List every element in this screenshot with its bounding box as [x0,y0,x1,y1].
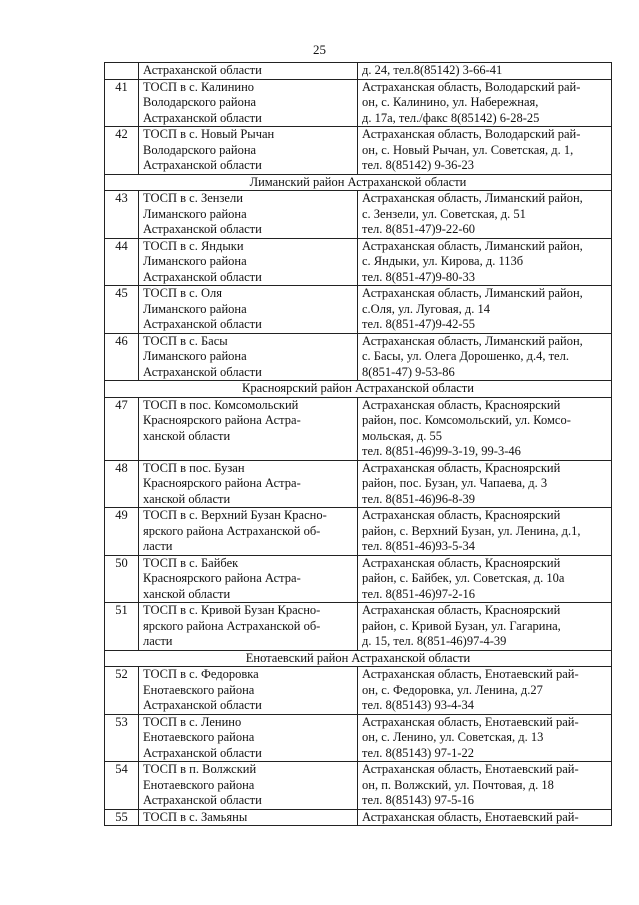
organization-name: ТОСП в с. Оля Лиманского района Астраханской области [139,286,358,334]
organization-address: Астраханская область, Енотаевский рай- [358,809,612,826]
table-row [105,286,612,334]
row-number: 44 [105,238,139,286]
organization-name: ТОСП в с. Зензели Лиманского района Астраханской области [139,191,358,239]
organization-name: ТОСП в с. Калинино Володарского района Астраханской области [139,79,358,127]
table-row [105,667,612,715]
organization-address: Астраханская область, Енотаевский рай- он, с. Ленино, ул. Советская, д. 13 тел. 8(85143) 97-1-22 [358,714,612,762]
row-number: 48 [105,460,139,508]
organization-address: Астраханская область, Красноярский район, с. Кривой Бузан, ул. Гагарина, д. 15, тел. 8(851-46)97-4-39 [358,603,612,651]
table-row [105,79,612,127]
page-number: 25 [313,42,326,57]
organization-address: Астраханская область, Лиманский район, с. Басы, ул. Олега Дорошенко, д.4, тел. 8(851-47) 9-53-86 [358,333,612,381]
organization-name: ТОСП в с. Яндыки Лиманского района Астраханской области [139,238,358,286]
table-row [105,603,612,651]
organization-name: ТОСП в с. Верхний Бузан Красно- ярского района Астраханской об- ласти [139,508,358,556]
row-number [105,63,139,80]
organization-address: Астраханская область, Володарский рай- он, с. Новый Рычан, ул. Советская, д. 1, тел. 8(85142) 9-36-23 [358,127,612,175]
row-number: 49 [105,508,139,556]
table-row [105,809,612,826]
table-row [105,762,612,810]
row-number: 51 [105,603,139,651]
table-row [105,397,612,460]
section-title: Енотаевский район Астраханской области [105,650,612,667]
table-row [105,460,612,508]
organization-name: Астраханской области [139,63,358,80]
row-number: 54 [105,762,139,810]
organization-name: ТОСП в с. Байбек Красноярского района Астра- ханской области [139,555,358,603]
organization-address: Астраханская область, Енотаевский рай- он, п. Волжский, ул. Почтовая, д. 18 тел. 8(85143) 97-5-16 [358,762,612,810]
organization-address: Астраханская область, Енотаевский рай- он, с. Федоровка, ул. Ленина, д.27 тел. 8(85143) 93-4-34 [358,667,612,715]
organization-name: ТОСП в пос. Комсомольский Красноярского района Астра- ханской области [139,397,358,460]
organization-name: ТОСП в с. Федоровка Енотаевского района Астраханской области [139,667,358,715]
section-header-row [105,174,612,191]
row-number: 47 [105,397,139,460]
row-number: 41 [105,79,139,127]
table-row [105,714,612,762]
row-number: 43 [105,191,139,239]
organization-name: ТОСП в с. Замьяны [139,809,358,826]
section-header-row [105,650,612,667]
organization-name: ТОСП в с. Кривой Бузан Красно- ярского района Астраханской об- ласти [139,603,358,651]
table-row [105,238,612,286]
table-row [105,333,612,381]
organization-address: Астраханская область, Красноярский район, пос. Комсомольский, ул. Комсо- мольская, д. 55 тел. 8(851-46)99-3-19, 99-3-46 [358,397,612,460]
table-row [105,555,612,603]
row-number: 42 [105,127,139,175]
organization-name: ТОСП в с. Новый Рычан Володарского района Астраханской области [139,127,358,175]
organization-name: ТОСП в п. Волжский Енотаевского района Астраханской области [139,762,358,810]
organization-name: ТОСП в пос. Бузан Красноярского района Астра- ханской области [139,460,358,508]
table-row [105,63,612,80]
organization-address: д. 24, тел.8(85142) 3-66-41 [358,63,612,80]
table-row [105,508,612,556]
table-row [105,191,612,239]
section-header-row [105,381,612,398]
organization-address: Астраханская область, Красноярский район, пос. Бузан, ул. Чапаева, д. 3 тел. 8(851-46)96-8-39 [358,460,612,508]
row-number: 50 [105,555,139,603]
section-title: Красноярский район Астраханской области [105,381,612,398]
row-number: 45 [105,286,139,334]
section-title: Лиманский район Астраханской области [105,174,612,191]
row-number: 52 [105,667,139,715]
organization-address: Астраханская область, Лиманский район, с. Яндыки, ул. Кирова, д. 113б тел. 8(851-47)9-80-33 [358,238,612,286]
organization-address: Астраханская область, Красноярский район, с. Верхний Бузан, ул. Ленина, д.1, тел. 8(851-46)93-5-34 [358,508,612,556]
table-body [105,63,612,826]
organization-address: Астраханская область, Красноярский район, с. Байбек, ул. Советская, д. 10а тел. 8(851-46)97-2-16 [358,555,612,603]
organization-address: Астраханская область, Лиманский район, с. Зензели, ул. Советская, д. 51 тел. 8(851-47)9-22-60 [358,191,612,239]
organization-name: ТОСП в с. Ленино Енотаевского района Астраханской области [139,714,358,762]
row-number: 55 [105,809,139,826]
row-number: 46 [105,333,139,381]
organization-address: Астраханская область, Володарский рай- он, с. Калинино, ул. Набережная, д. 17а, тел./факс 8(85142) 6-28-25 [358,79,612,127]
organization-address: Астраханская область, Лиманский район, с.Оля, ул. Луговая, д. 14 тел. 8(851-47)9-42-55 [358,286,612,334]
table-row [105,127,612,175]
organization-name: ТОСП в с. Басы Лиманского района Астраханской области [139,333,358,381]
organizations-table [104,62,612,826]
row-number: 53 [105,714,139,762]
